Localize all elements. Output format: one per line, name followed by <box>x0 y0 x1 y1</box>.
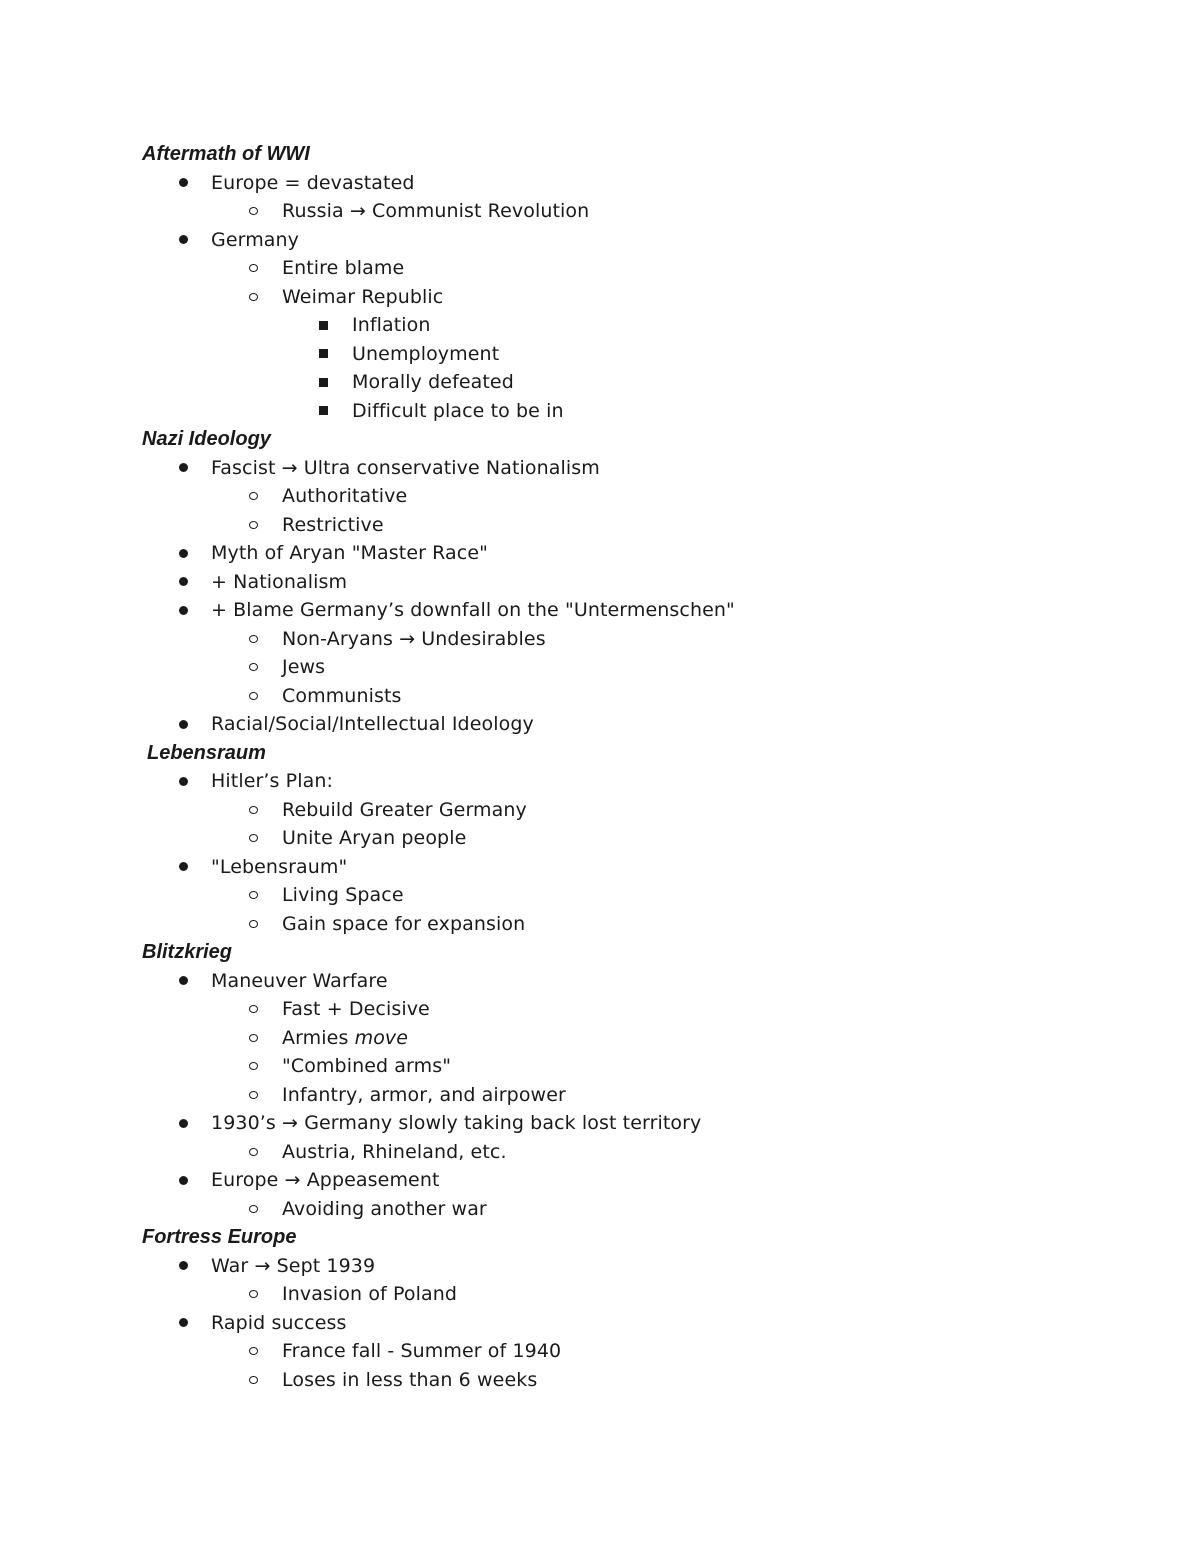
bullet-disc-icon <box>179 1109 188 1138</box>
list-item <box>142 710 1102 739</box>
list-item <box>142 1052 1102 1081</box>
list-item-text: Avoiding another war <box>282 1197 487 1220</box>
bullet-square-icon <box>319 368 328 397</box>
list-item <box>142 967 1102 996</box>
bullet-circle-icon <box>249 1081 258 1110</box>
list-item-text: Infantry, armor, and airpower <box>282 1083 566 1106</box>
list-item-text: Fascist → Ultra conservative Nationalism <box>211 456 600 479</box>
list-item-text: Rebuild Greater Germany <box>282 798 527 821</box>
list-item-text: + Nationalism <box>211 570 348 593</box>
list-item-text: Inflation <box>352 314 431 336</box>
list-item <box>142 1081 1102 1110</box>
list-item-text: Living Space <box>282 884 404 906</box>
bullet-circle-icon <box>249 254 258 283</box>
list-item-text: Loses in less than 6 weeks <box>282 1368 538 1391</box>
bullet-circle-icon <box>249 995 258 1024</box>
list-item <box>142 653 1102 682</box>
bullet-circle-icon <box>249 910 258 939</box>
section-heading: Nazi Ideology <box>142 428 271 450</box>
list-item-text: Rapid success <box>211 1311 347 1334</box>
list-item-text: France fall - Summer of 1940 <box>282 1340 562 1362</box>
bullet-disc-icon <box>179 454 188 483</box>
list-item <box>142 311 1102 340</box>
bullet-disc-icon <box>179 1309 188 1338</box>
list-item <box>142 995 1102 1024</box>
list-item <box>142 283 1102 312</box>
list-item <box>142 454 1102 483</box>
list-item <box>142 767 1102 796</box>
list-item-text: Weimar Republic <box>282 285 444 308</box>
list-item <box>142 482 1102 511</box>
list-item-text: "Combined arms" <box>282 1055 452 1077</box>
list-item-text: Morally defeated <box>352 371 514 393</box>
bullet-disc-icon <box>179 596 188 625</box>
list-item-text: Armies <box>282 1026 355 1049</box>
list-item <box>142 1337 1102 1366</box>
list-item <box>142 568 1102 597</box>
list-item <box>142 1252 1102 1281</box>
bullet-disc-icon <box>179 169 188 198</box>
list-item <box>142 226 1102 255</box>
bullet-disc-icon <box>179 710 188 739</box>
bullet-circle-icon <box>249 1366 258 1395</box>
bullet-circle-icon <box>249 1337 258 1366</box>
section-heading: Blitzkrieg <box>142 941 233 963</box>
bullet-circle-icon <box>249 1138 258 1167</box>
list-item-text: Russia → Communist Revolution <box>282 200 590 222</box>
bullet-circle-icon <box>249 1024 258 1053</box>
bullet-square-icon <box>319 311 328 340</box>
list-item <box>142 368 1102 397</box>
bullet-circle-icon <box>249 482 258 511</box>
list-item-text: War → Sept 1939 <box>211 1254 376 1277</box>
list-item-text: Europe → Appeasement <box>211 1169 440 1191</box>
bullet-circle-icon <box>249 1052 258 1081</box>
list-item-text: Non-Aryans → Undesirables <box>282 627 546 650</box>
list-item-text: Gain space for expansion <box>282 912 526 935</box>
bullet-disc-icon <box>179 767 188 796</box>
list-item-text: 1930’s → Germany slowly taking back lost territory <box>211 1112 702 1134</box>
bullet-disc-icon <box>179 568 188 597</box>
list-item <box>142 596 1102 625</box>
list-item <box>142 340 1102 369</box>
list-item <box>142 881 1102 910</box>
list-item-text: Unemployment <box>352 342 500 365</box>
bullet-disc-icon <box>179 226 188 255</box>
list-item <box>142 682 1102 711</box>
bullet-square-icon <box>319 397 328 426</box>
list-item-text: Germany <box>211 228 300 251</box>
list-item <box>142 625 1102 654</box>
list-item <box>142 254 1102 283</box>
bullet-circle-icon <box>249 682 258 711</box>
list-item <box>142 1280 1102 1309</box>
list-item <box>142 1195 1102 1224</box>
bullet-disc-icon <box>179 1166 188 1195</box>
list-item-text: Entire blame <box>282 257 405 279</box>
section-heading: Fortress Europe <box>142 1226 297 1248</box>
bullet-circle-icon <box>249 796 258 825</box>
list-item <box>142 1024 1102 1053</box>
bullet-disc-icon <box>179 539 188 568</box>
list-item <box>142 397 1102 426</box>
section-heading: Aftermath of WWI <box>142 143 310 165</box>
list-item-text: + Blame Germany’s downfall on the "Untermenschen" <box>211 599 735 621</box>
list-item-text: Austria, Rhineland, etc. <box>282 1140 507 1163</box>
list-item <box>142 511 1102 540</box>
bullet-circle-icon <box>249 824 258 853</box>
bullet-circle-icon <box>249 625 258 654</box>
list-item-emphasis: move <box>354 1026 409 1049</box>
notes-content <box>142 140 1102 1394</box>
list-item-text: Invasion of Poland <box>282 1283 457 1305</box>
list-item-text: Hitler’s Plan: <box>211 770 333 792</box>
list-item-text: Restrictive <box>282 513 384 536</box>
bullet-circle-icon <box>249 1280 258 1309</box>
list-item-text: Europe = devastated <box>211 171 415 194</box>
bullet-disc-icon <box>179 853 188 882</box>
list-item-text: Communists <box>282 684 402 707</box>
section-heading: Lebensraum <box>147 741 266 764</box>
list-item-text: Jews <box>282 656 326 678</box>
bullet-circle-icon <box>249 1195 258 1224</box>
list-item-text: "Lebensraum" <box>211 855 348 878</box>
list-item <box>142 1109 1102 1138</box>
bullet-circle-icon <box>249 511 258 540</box>
list-item <box>142 1138 1102 1167</box>
list-item-text: Myth of Aryan "Master Race" <box>211 542 488 564</box>
list-item <box>142 169 1102 198</box>
list-item <box>142 910 1102 939</box>
bullet-circle-icon <box>249 881 258 910</box>
list-item <box>142 853 1102 882</box>
list-item-text: Fast + Decisive <box>282 998 430 1020</box>
list-item-text: Racial/Social/Intellectual Ideology <box>211 713 534 735</box>
bullet-square-icon <box>319 340 328 369</box>
bullet-circle-icon <box>249 197 258 226</box>
list-item <box>142 1309 1102 1338</box>
list-item-text: Authoritative <box>282 485 408 507</box>
bullet-disc-icon <box>179 1252 188 1281</box>
bullet-disc-icon <box>179 967 188 996</box>
list-item <box>142 197 1102 226</box>
list-item <box>142 796 1102 825</box>
list-item-text: Unite Aryan people <box>282 827 467 849</box>
list-item <box>142 824 1102 853</box>
bullet-circle-icon <box>249 653 258 682</box>
list-item-text: Difficult place to be in <box>352 399 564 422</box>
list-item <box>142 539 1102 568</box>
list-item <box>142 1366 1102 1395</box>
list-item <box>142 1166 1102 1195</box>
list-item-text: Maneuver Warfare <box>211 969 388 992</box>
bullet-circle-icon <box>249 283 258 312</box>
